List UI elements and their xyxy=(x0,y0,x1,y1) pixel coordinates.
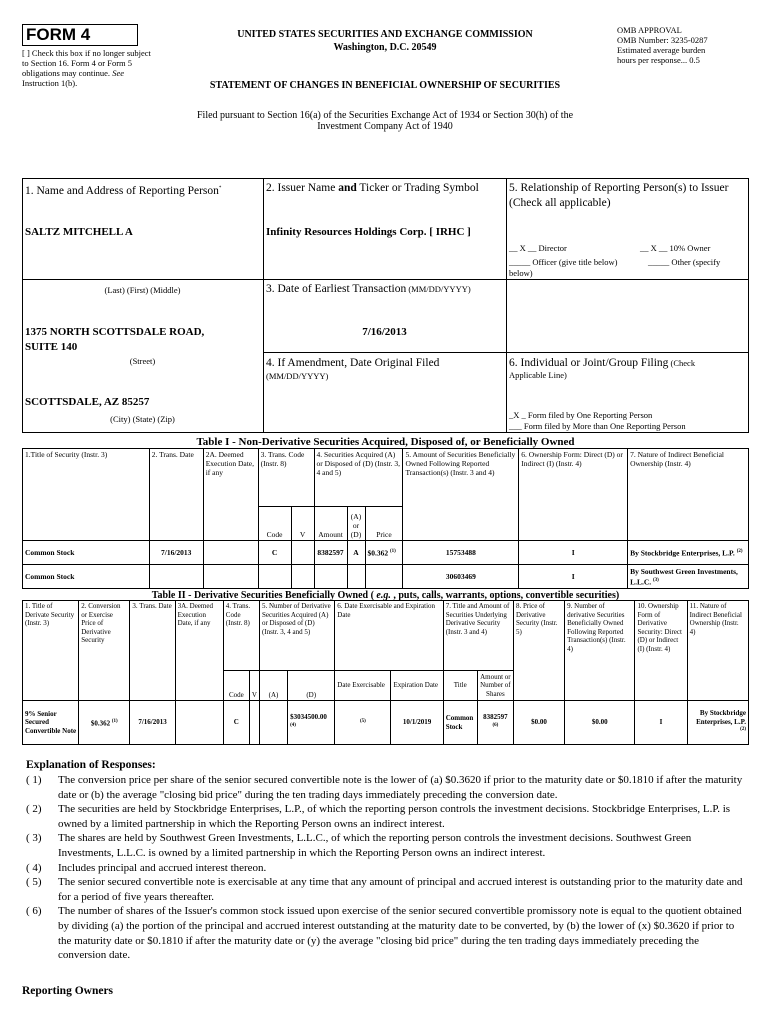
city-state-zip: SCOTTSDALE, AZ 85257 xyxy=(25,396,150,408)
one-person-radio[interactable]: _X _ Form filed by One Reporting Person xyxy=(509,410,653,420)
footnote-item: ( 1) The conversion price per share of the senior secured convertible note is the lower of (a) $0.3620 if prior to the maturity date or $0.1810 if after the maturity date or (b) the average "closing bid price" during the ten trading days immediately preceding the conversion date. xyxy=(26,774,743,801)
t1-r1-code: C xyxy=(258,541,291,565)
t1-sub-aord: (A) or (D) xyxy=(347,507,365,541)
below-text: below) xyxy=(509,268,533,278)
reporting-person-name: SALTZ MITCHELL A xyxy=(25,226,133,238)
t2-sub-exer: Date Exercisable xyxy=(335,671,391,701)
t2-h-date: 3. Trans. Date xyxy=(130,601,175,701)
agency-city: Washington, D.C. 20549 xyxy=(333,42,437,53)
t1-h-deemed: 2A. Deemed Execution Date, if any xyxy=(203,449,258,541)
divider-h3 xyxy=(507,279,749,280)
box2-label: 2. Issuer Name and Ticker or Trading Symbol xyxy=(266,182,479,194)
t2-r1-deemed xyxy=(175,701,223,745)
filed-pursuant: Filed pursuant to Section 16(a) of the Securities Exchange Act of 1934 or Section 30(h) of the Investment Company Act of 1940 xyxy=(196,110,574,132)
t1-r1-title: Common Stock xyxy=(23,541,150,565)
t1-r1-amount: 8382597 xyxy=(314,541,347,565)
t1-h-acquired: 4. Securities Acquired (A) or Disposed of (D) (Instr. 3, 4 and 5) xyxy=(314,449,403,507)
t1-sub-code: Code xyxy=(258,507,291,541)
t2-sub-a: (A) xyxy=(259,671,287,701)
t2-r1-ul-title: Common Stock xyxy=(443,701,477,745)
t1-r2-ad xyxy=(347,565,365,589)
t2-r1-price: $0.00 xyxy=(513,701,564,745)
box3-label: 3. Date of Earliest Transaction (MM/DD/YYYY) xyxy=(266,283,471,295)
t1-r2-amount xyxy=(314,565,347,589)
t1-r2-v xyxy=(291,565,314,589)
name-caption: (Last) (First) (Middle) xyxy=(104,285,181,295)
t2-r1-date: 7/16/2013 xyxy=(130,701,175,745)
t1-sub-price: Price xyxy=(365,507,403,541)
t1-h-title: 1.Title of Security (Instr. 3) xyxy=(23,449,150,541)
t1-r1-deemed xyxy=(203,541,258,565)
t1-r1-date: 7/16/2013 xyxy=(149,541,203,565)
t1-r1-v xyxy=(291,541,314,565)
t2-h-exercise: 6. Date Exercisable and Expiration Date xyxy=(335,601,443,671)
other-checkbox[interactable]: _____ Other (specify xyxy=(648,257,721,267)
footnote-item: ( 5) The senior secured convertible note is exercisable at any time that any amount of principal and accrued interest is outstanding prior to the maturity date and for a period of five years thereafter. xyxy=(26,876,743,903)
box4-format: (MM/DD/YYYY) xyxy=(266,371,329,381)
explanation-list xyxy=(26,773,746,963)
t2-h-price: 8. Price of Derivative Security (Instr. 5) xyxy=(513,601,564,701)
t2-sub-code: Code xyxy=(223,671,249,701)
t1-h-form: 6. Ownership Form: Direct (D) or Indirect (I) (Instr. 4) xyxy=(519,449,628,541)
t2-h-number: 5. Number of Derivative Securities Acquired (A) or Disposed of (D) (Instr. 3, 4 and 5) xyxy=(259,601,334,671)
section16-check-note: [ ] Check this box if no longer subject to Section 16. Form 4 or Form 5 obligations may continue. See Instruction 1(b). xyxy=(22,48,151,88)
t2-sub-amount: Amount or Number of Shares xyxy=(477,671,513,701)
form-title-box xyxy=(22,24,138,46)
t2-r1-form: I xyxy=(635,701,687,745)
t2-r1-conv: $0.362 $^{(1)}$ xyxy=(79,701,130,745)
t2-r1-code: C xyxy=(223,701,249,745)
footnote-item: ( 3) The shares are held by Southwest Green Investments, L.L.C., of which the reporting person controls the investment decisions. Southwest Green Investments, L.L.C. is owned by a limited partnership in which the Reporting Person owns an indirect interest. xyxy=(26,832,692,859)
t2-h-code: 4. Trans. Code (Instr. 8) xyxy=(223,601,259,671)
t2-sub-exp: Expiration Date xyxy=(391,671,443,701)
reporting-frame xyxy=(22,178,749,433)
t1-r2-deemed xyxy=(203,565,258,589)
agency-name: UNITED STATES SECURITIES AND EXCHANGE COMMISSION xyxy=(237,29,533,40)
box4-label: 4. If Amendment, Date Original Filed xyxy=(266,357,440,369)
t1-r1-form: I xyxy=(519,541,628,565)
t2-r1-title: 9% Senior Secured Convertible Note xyxy=(23,701,79,745)
divider-v2 xyxy=(506,178,507,433)
t2-r1-nature: By Stockbridge Enterprises, L.P. $^{(2)}$ xyxy=(687,701,748,745)
table-row xyxy=(23,541,749,565)
footnote-item: ( 6) The number of shares of the Issuer's common stock issued upon exercise of the senior secured convertible promissory note is equal to the quotient obtained by dividing (a) the portion of the principal and accrued interest outstanding at the maturity date to be converted, by (b) the lower of (x) $0.3620 if prior to the maturity date or $0.1810 if after the maturity date or (y) the average "closing bid price" during the ten trading days immediately preceding the conversion date. xyxy=(26,905,742,962)
director-checkbox[interactable]: __ X __ Director xyxy=(509,243,567,253)
issuer-name: Infinity Resources Holdings Corp. [ IRHC ] xyxy=(266,226,471,238)
t1-r2-price xyxy=(365,565,403,589)
divider-v1 xyxy=(263,178,264,433)
t1-r2-nature: By Southwest Green Investments, L.L.C. $^{(3)}$ xyxy=(628,565,749,589)
table-row xyxy=(23,565,749,589)
table2-title: Table II - Derivative Securities Beneficially Owned ( e.g. , puts, calls, warrants, options, convertible securities) xyxy=(151,590,620,601)
reporting-owners-heading: Reporting Owners xyxy=(22,985,114,997)
t2-r1-v xyxy=(249,701,259,745)
ten-percent-owner-checkbox[interactable]: __ X __ 10% Owner xyxy=(640,243,711,253)
statement-title: STATEMENT OF CHANGES IN BENEFICIAL OWNERSHIP OF SECURITIES xyxy=(209,80,561,91)
city-caption: (City) (State) (Zip) xyxy=(110,414,175,424)
t2-r1-d: $3034500.00 $^{(4)}$ xyxy=(288,701,335,745)
divider-h2 xyxy=(263,352,749,353)
footnote-item: ( 2) The securities are held by Stockbridge Enterprises, L.P., of which the reporting person controls the investment decisions. Stockbridge Enterprises, L.P. is owned by a limited partnership in which the Reporting Person owns an indirect interest. xyxy=(26,803,731,830)
street-line1: 1375 NORTH SCOTTSDALE ROAD, xyxy=(25,326,205,338)
t2-sub-title: Title xyxy=(443,671,477,701)
t1-r1-ad: A xyxy=(347,541,365,565)
t2-r1-a xyxy=(259,701,287,745)
t1-h-owned: 5. Amount of Securities Beneficially Owned Following Reported Transaction(s) (Instr. 3 and 4) xyxy=(403,449,519,541)
t1-sub-amount: Amount xyxy=(314,507,347,541)
t2-h-underlying: 7. Title and Amount of Securities Underlying Derivative Security (Instr. 3 and 4) xyxy=(443,601,513,671)
form-title: FORM 4 xyxy=(26,25,91,44)
t2-sub-v: V xyxy=(249,671,259,701)
t2-h-nature: 11. Nature of Indirect Beneficial Ownership (Instr. 4) xyxy=(687,601,748,701)
t2-h-deemed: 3A. Deemed Execution Date, if any xyxy=(175,601,223,701)
earliest-transaction-date: 7/16/2013 xyxy=(362,326,407,338)
box5-label: 5. Relationship of Reporting Person(s) to Issuer (Check all applicable) xyxy=(509,182,729,209)
t1-r2-owned: 30603469 xyxy=(403,565,519,589)
t2-h-title: 1. Title of Derivate Security (Instr. 3) xyxy=(23,601,79,701)
t2-r1-exp: 10/1/2019 xyxy=(391,701,443,745)
explanation-heading: Explanation of Responses: xyxy=(26,759,156,771)
table1 xyxy=(22,448,749,589)
officer-checkbox[interactable]: _____ Officer (give title below) xyxy=(509,257,618,267)
t1-h-nature: 7. Nature of Indirect Beneficial Ownership (Instr. 4) xyxy=(628,449,749,541)
footnote-item: ( 4) Includes principal and accrued interest thereon. xyxy=(26,861,267,874)
t2-h-form: 10. Ownership Form of Derivative Security: Direct (D) or Indirect (I) (Instr. 4) xyxy=(635,601,687,701)
table1-title: Table I - Non-Derivative Securities Acquired, Disposed of, or Beneficially Owned xyxy=(196,436,575,448)
box6-label: 6. Individual or Joint/Group Filing (Check xyxy=(509,357,696,369)
t1-r2-code xyxy=(258,565,291,589)
t1-r1-owned: 15753488 xyxy=(403,541,519,565)
t2-h-owned: 9. Number of derivative Securities Beneficially Owned Following Reported Transaction(s) (Instr. 4) xyxy=(565,601,635,701)
t2-sub-d: (D) xyxy=(288,671,335,701)
t1-r2-title: Common Stock xyxy=(23,565,150,589)
divider-h1 xyxy=(22,279,507,280)
t1-sub-v: V xyxy=(291,507,314,541)
box6-sub: Applicable Line) xyxy=(509,370,567,380)
t1-r1-price: $0.362 $^{(1)}$ xyxy=(365,541,403,565)
box1-label: 1. Name and Address of Reporting Person* xyxy=(25,184,222,197)
omb-approval: OMB APPROVAL OMB Number: 3235-0287 Estimated average burden hours per response... 0.5 xyxy=(617,25,708,65)
t1-h-date: 2. Trans. Date xyxy=(149,449,203,541)
t2-r1-ul-amount: 8382597 $^{(6)}$ xyxy=(477,701,513,745)
t1-h-code: 3. Trans. Code (Instr. 8) xyxy=(258,449,314,507)
street-line2: SUITE 140 xyxy=(25,341,78,353)
t1-r1-nature: By Stockbridge Enterprises, L.P. $^{(2)}$ xyxy=(628,541,749,565)
more-person-radio[interactable]: ___ Form filed by More than One Reporting Person xyxy=(509,421,686,431)
t1-r2-form: I xyxy=(519,565,628,589)
table-row xyxy=(23,701,749,745)
t2-h-conv: 2. Conversion or Exercise Price of Derivative Security xyxy=(79,601,130,701)
table2 xyxy=(22,600,749,745)
t2-r1-owned: $0.00 xyxy=(565,701,635,745)
street-caption: (Street) xyxy=(129,356,156,366)
t1-r2-date xyxy=(149,565,203,589)
t2-r1-exer: (5) xyxy=(335,701,391,745)
